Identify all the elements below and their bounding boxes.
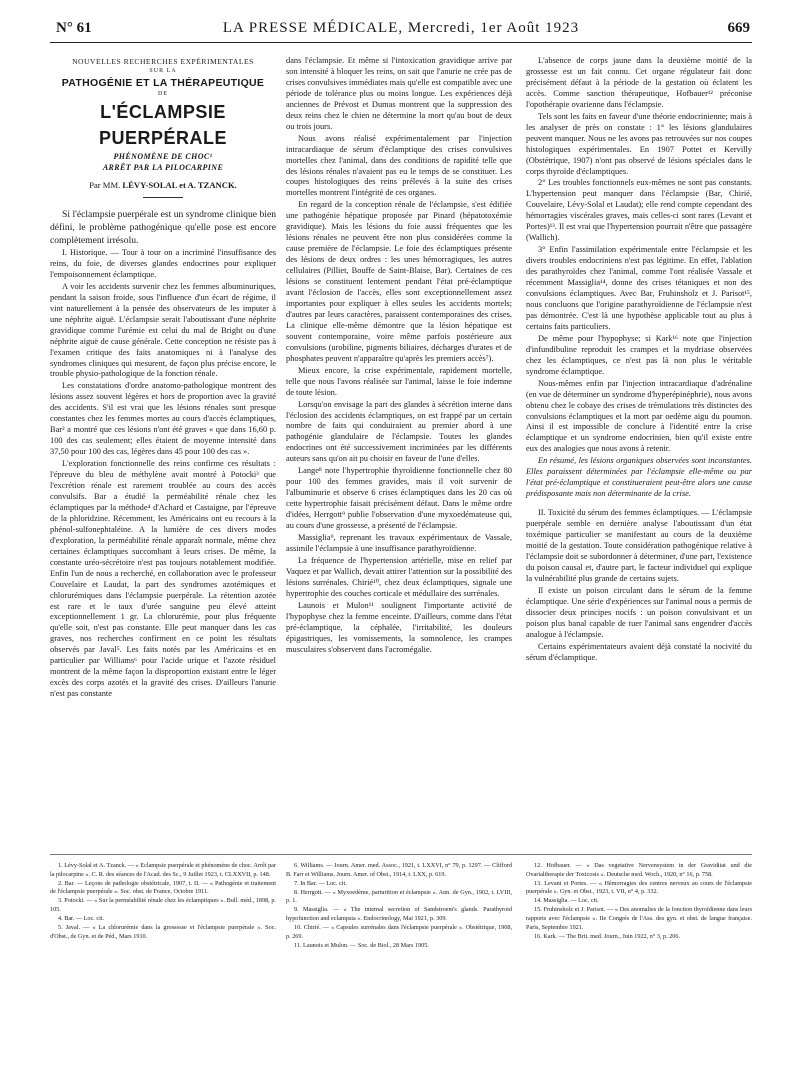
article-title-line-1: PATHOGÉNIE ET LA THÉRAPEUTIQUE [61, 77, 265, 89]
paragraph: Si l'éclampsie puerpérale est un syndrome clinique bien défini, le problème pathogénique qu'elle pose est encore complètement irrésolu. [50, 209, 276, 246]
footnotes-column-1 [50, 862, 276, 942]
footnote: 2. Bar. — Leçons de pathologie obstétricale, 1907, t. II. — « Pathogénie et traitement de l'éclampsie puerpérale ». Soc. obst. de France, Octobre 1911. [50, 879, 276, 896]
column-3 [526, 56, 752, 663]
paragraph: 3° Enfin l'assimilation expérimentale entre l'éclampsie et les divers troubles endocriniens n'est pas légitime. En effet, l'ablation des parathyroïdes chez l'animal, comme l'ont réalisée Vassale et récemment Massiglia¹⁴, donne des crises tétaniques et non des convulsions éclamptiques. Avec Bar, Fruhinsholz et J. Parisot¹⁵, nous concluons que l'origine parathyroïdienne de l'éclampsie n'est pas démontrée. C'est là une hypothèse applicable tout au plus à certains faits particuliers. [526, 245, 752, 331]
footnote-divider [50, 854, 752, 855]
paragraph: Mieux encore, la crise expérimentale, rapidement mortelle, telle que nous l'avons réalisée sur l'animal, laisse le foie indemne de toute lésion. [286, 365, 512, 397]
article-subtitle-2: ARRÊT PAR LA PILOCARPINE [102, 163, 224, 172]
paragraph: dans l'éclampsie. Et même si l'intoxication gravidique arrive par son intensité à bloquer les reins, on sait que l'anurie ne crée pas de crises convulsives immédiates mais qu'elle est compatible avec une période de tolérance plus ou moins longue. Les expériences déjà anciennes de Prévost et Dumas montrent que la suppression des deux reins chez le chien ne détermine la mort qu'au bout de deux ou trois jours. [286, 56, 512, 131]
paragraph: Tels sont les faits en faveur d'une théorie endocrinienne; mais à les analyser de près on constate : 1° les lésions glandulaires peuvent manquer. Nous ne les avons pas retrouvées sur nos coupes histologiques expérimentales. En 1907 Pottet et Kervilly (Obstétrique, 1907) n'ont pas observé de lésions spéciales dans le corps thyroïde d'éclamptiques. [526, 111, 752, 176]
article-title-line-2: DE [158, 91, 168, 97]
paragraph: 2° Les troubles fonctionnels eux-mêmes ne sont pas constants. L'hypertension peut manquer dans l'éclampsie (Bar, Chirié, Couvelaire, Lévy-Solal et Laudat); elle rend compte cependant des hémorragies viscérales graves, mais celles-ci sont rares (Levant et Portes)¹³. Il est vrai que l'hypertension pourrait n'être que passagère (Wallich). [526, 178, 752, 243]
paragraph: Nous avons réalisé expérimentalement par l'injection intracardiaque de sérum d'éclamptique des crises convulsives mortelles chez l'animal, dans des conditions de rapidité telle que des lésions rénales n'avaient pas eu le temps de se constituer. Les coupes histologiques des reins prélevés à la suite des crises mortelles montrent l'intégrité de ces organes. [286, 133, 512, 198]
footnote: 9. Massiglia. — « The internal secretion of Sandstroem's glands. Parathyroid hypofunction and eclampsia ». Endocrinology, Mai 1921, p. 309. [286, 906, 512, 923]
footnote: 1. Lévy-Solal et A. Tzanck. — « Eclampsie puerpérale et phénomène de choc. Arrêt par la pilocarpine ». C. R. des séances de l'Acad. des Sc., 9 Juillet 1923, t. CLXXVII, p. 148. [50, 862, 276, 878]
paragraph: Certains expérimentateurs avaient déjà constaté la nocivité du sérum d'éclamptique. [526, 641, 752, 662]
footnote: 13. Levant et Portes. — « Hémorragies des centres nerveux au cours de l'éclampsie puerpérale ». Gyn. et Obst., 1923, t. VII, n° 4, p. 332. [526, 879, 752, 896]
footnote: 12. Hofbauer. — « Das vegetative Nervensystem in der Graviditat und die Ovarialtherapie der Toxicosis ». Deutsche med. Woch., 1920, n° 16, p. 758. [526, 862, 752, 878]
article-byline [50, 177, 276, 193]
footnote: 3. Potocki. — « Sur la perméabilité rénale chez les éclamptiques ». Bull. méd., 1898, p. 105. [50, 897, 276, 913]
page-header [50, 18, 752, 43]
footnote: 11. Launois et Mulon. — Soc. de Biol., 28 Mars 1905. [294, 941, 429, 949]
article-title-block [50, 56, 276, 198]
footnote: 6. Williams. — Journ. Amer. med. Assoc., 1921, t. LXXVI, n° 79, p. 1297. — Clifford B. Farr et Williams. Journ. Amer. of Obst., 1914, t. LXX, p. 619. [286, 862, 512, 878]
footnote: 10. Chirié. — « Capsules surrénales dans l'éclampsie puerpérale ». Obstétrique, 1908, p. 269. [286, 924, 512, 940]
byline-prefix: Par MM. [89, 180, 121, 190]
article-title-main: L'ÉCLAMPSIE PUERPÉRALE [98, 102, 228, 148]
title-divider [143, 197, 183, 198]
page-number: 669 [727, 20, 750, 36]
paragraph: L'absence de corps jaune dans la deuxième moitié de la grossesse est un fait connu. Cet organe régulateur fait donc précisément défaut à la période de la gestation où éclatent les accès. Comme sanction thérapeutique, Hofbauer¹² préconise l'opothérapie ovarienne dans l'éclampsie. [526, 56, 752, 109]
article-subtitle-1: PHÉNOMÈNE DE CHOC¹ [113, 152, 213, 161]
footnote: 16. Kark. — The Brit. med. Journ., Juin 1922, n° 3, p. 206. [534, 932, 681, 940]
column-1 [50, 56, 276, 700]
journal-title: LA PRESSE MÉDICALE, Mercredi, 1er Août 1923 [222, 20, 580, 36]
paragraph: I. Historique. — Tour à tour on a incriminé l'insuffisance des reins, du foie, de diverses glandes endocrines pour expliquer l'empoisonnement éclamptique. [50, 248, 276, 279]
paragraph: Lorsqu'on envisage la part des glandes à sécrétion interne dans l'éclosion des accidents éclamptiques, on est frappé par un certain nombre de faits qui conduiraient au premier abord à une pathogénie glandulaire de l'éclampsie. Toutes les glandes endocrines ont été successivement incriminées par les différents auteurs sans qu'on ait pu choisir en faveur de l'une d'elles. [286, 399, 512, 464]
paragraph: A voir les accidents survenir chez les femmes albuminuriques, pendant la saison froide, sous l'influence d'un écart de régime, il vint naturellement à la pensée des observateurs de les imputer à une néphrite aiguë. L'éclampsie serait l'aboutissant d'une néphrite gravidique comme l'urémie est celui du mal de Bright ou d'une néphrite aiguë de cause générale. Cette conception ne résiste pas à l'examen critique des faits anatomiques ni à l'analyse des syndromes cliniques qui mesurent, de façon plus précise encore, le trouble physio-pathologique de la fonction rénale. [50, 281, 276, 379]
paragraph: L'exploration fonctionnelle des reins confirme ces résultats : l'épreuve du bleu de méthylène avait montré à Potocki³ que l'excrétion rénale est rarement troublée au cours des accès convulsifs. Bar a étudié la perméabilité rénale chez les éclamptiques par la méthode⁴ d'Achard et Castaigne, par l'épreuve de la phloridzine. Récemment, les Américains ont eu recours à la phénol-sulfonephtaléine. A la lumière de ces divers modes d'exploration, la perméabilité rénale apparaît normale, même chez certaines éclamptiques succombant à leurs crises. De même, la constante uréo-sécrétoire n'est pas toujours notablement modifiée. Enfin l'un de nous a recherché, en collaboration avec le professeur Couvelaire et Laudat, la part des syndromes azotémiques et chlorurémiques dans l'éclampsie puerpérale. La rétention azotée est rare et le taux d'urée sanguine peu élevé atteint exceptionnellement 1 gr. La chlorurémie, pour plus fréquente qu'elle soit, n'est pas constante. Elle peut manquer dans les cas graves, nos recherches confirment en ce point les résultats observés par Javal⁵. Les faits notés par les Américains et en particulier par Williams⁶ pour l'acide urique et l'azote résiduel montrent de la même façon la disproportion existant entre le léger excès des corps azotés et la gravité des crises. D'ailleurs l'anurie n'est pas constante [50, 459, 276, 699]
paragraph: Il existe un poison circulant dans le sérum de la femme éclamptique. Une série d'expériences sur l'animal nous a permis de dissocier deux principes nocifs : un poison convulsivant et un poison plus banal capable de tuer l'animal sans engendrer d'accès analogue à l'éclampsie. [526, 585, 752, 639]
footnotes-column-2 [286, 862, 512, 951]
footnote: 5. Javal. — « La chlorurémie dans la grossesse et l'éclampsie puerpérale ». Soc. d'Obst., de Gyn. et de Péd., Mars 1910. [50, 924, 276, 940]
section-heading-paragraph: II. Toxicité du sérum des femmes éclamptiques. — L'éclampsie puerpérale semble en dernière analyse l'aboutissant d'un état toxémique particulier se manifestant au cours de la deuxième moitié de la gestation. Toute considération pathogénique relative à l'éclampsie doit se subordonner à déterminer, d'une part, l'existence du poison causal et, d'autre part, le facteur individuel qui explique la vulnérabilité plus grande de certains sujets. [526, 508, 752, 583]
issue-number: N° 61 [56, 20, 92, 36]
article-kicker: NOUVELLES RECHERCHES EXPÉRIMENTALES [72, 57, 254, 66]
paragraph: La fréquence de l'hypertension artérielle, mise en relief par Vaquez et par Wallich, devait attirer l'attention sur la possibilité des lésions surrénales. Chirié¹⁰, chez deux éclamptiques, signale une hypertrophie des couches corticale et médullaire des surrénales. [286, 555, 512, 598]
footnote: 8. Herrgott. — « Myxoedème, parturition et éclampsie ». Ann. de Gyn., 1902, t. LVIII, p. 1. [286, 888, 512, 905]
column-2 [286, 56, 512, 655]
footnote: 4. Bar. — Loc. cit. [58, 915, 105, 923]
article-kicker-2: SUR LA [149, 68, 177, 74]
byline-authors: LÉVY-SOLAL et A. TZANCK. [122, 180, 237, 190]
footnote: 7. In Bar. — Loc. cit. [294, 879, 347, 887]
footnote: 14. Massiglia. — Loc. cit. [534, 897, 599, 905]
paragraph: De même pour l'hypophyse; si Kark¹⁶ note que l'injection d'infundibuline reproduit les crampes et la mydriase observées chez les éclamptiques, ce n'est pas là non plus le véritable syndrome éclamptique. [526, 333, 752, 376]
footnote: 15. Fruhinsholz et J. Parisot. — « Des anomalies de la fonction thyroïdienne dans leurs rapports avec l'éclampsie ». IIe Congrès de l'Ass. des gyn. et obst. de langue française. Paris, Septembre 1921. [526, 906, 752, 931]
paragraph: En regard de la conception rénale de l'éclampsie, s'est édifiée une pathogénie hépatique proposée par Pinard (hépatotoxémie gravidique). Mais les lésions du foie aussi fréquentes que les lésions rénales ne peuvent être non plus considérées comme la cause première de l'éclampsie. Le foie des éclamptiques présente des lésions de deux ordres : les unes hémorragiques, les autres cellulaires (Pilliet, Bouffe de Saint-Blaise, Bar). Certaines de ces lésions se constituent lentement pendant l'état pré-éclamptique avant l'éclosion de l'accès, elles sont exceptionnellement assez importantes pour expliquer à elles seules les accidents mortels; d'autres par leurs caractères, paraissent contemporaines des crises. La clinique elle-même démontre que la lésion hépatique est souvent contemporaine, voire même parfois postérieure aux convulsions (urobiline, pigments biliaires, décharges d'urates et de phosphates peuvent n'apparaître qu'après les premiers accès⁷). [286, 200, 512, 363]
paragraph: Massiglia⁹, reprenant les travaux expérimentaux de Vassale, assimile l'éclampsie à une insuffisance parathyroïdienne. [286, 532, 512, 553]
paragraph: Launois et Mulon¹¹ soulignent l'importante activité de l'hypophyse chez la femme enceinte. D'ailleurs, comme dans l'état pré-éclamptique, la céphalée, l'irritabilité, les douleurs épigastriques, les vomissements, la somnolence, les crampes musculaires s'observent dans l'acromégalie. [286, 600, 512, 654]
paragraph: Nous-mêmes enfin par l'injection intracardiaque d'adrénaline (en vue de déterminer un syndrome d'hyperépinéphrie), nous avons obtenu chez le cobaye des crises de trémulations très distinctes des convulsions éclamptiques et la mort par oedème aigu du poumon. Ainsi il est impossible de conclure à l'identité entre la crise éclamptique et un syndrome endocrinien, bien qu'il existe entre eux des analogies que nous avons à retenir. [526, 378, 752, 454]
footnotes-column-3 [526, 862, 752, 942]
summary-paragraph: En résumé, les lésions organiques observées sont inconstantes. Elles paraissent déterminées par l'éclampsie elle-même ou par l'état pré-éclamptique et constitueraient peut-être alors une cause prédisposante mais non déterminante de la crise. [526, 456, 752, 499]
paragraph: Les constatations d'ordre anatomo-pathologique montrent des lésions assez souvent légères et hors de proportion avec la gravité des accidents. S'il est vrai que les lésions rénales sont presque constantes chez les femmes mortes au cours d'accès éclamptiques, Bar² a montré que ces lésions n'ont été graves « que dans 16,60 p. 100 des cas seulement; elles étaient de moyenne intensité dans 37,50 pour 100 des cas, légères dans 45 pour 100 des cas ». [50, 381, 276, 457]
paragraph: Lange⁸ note l'hypertrophie thyroïdienne fonctionnelle chez 80 pour 100 des femmes gravides, mais il voit survenir de l'albuminurie et observe 6 crises éclamptiques dans les 20 cas où cette hypertrophie faisait précisément défaut. Dans le même ordre d'idées, Herrgott⁹ publie l'observation d'une myxoedémateuse qui, au cours d'une grossesse, a présenté de l'éclampsie. [286, 466, 512, 531]
